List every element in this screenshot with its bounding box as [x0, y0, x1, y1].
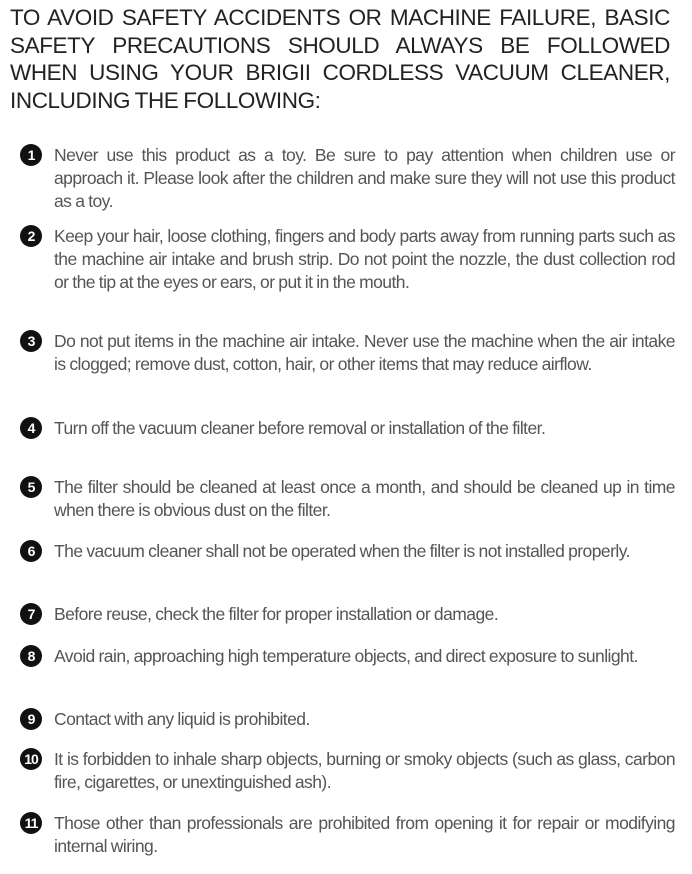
- item-text: Keep your hair, loose clothing, fingers and body parts away from running parts such as the machine air intake and brush strip. Do not point the nozzle, the dust collection rod or the tip at the eyes or ears, or put it in the mouth.: [54, 226, 675, 292]
- item-text: Never use this product as a toy. Be sure to pay attention when children use or approach it. Please look after the children and make sure they will not use this product as a toy.: [54, 145, 675, 211]
- item-text: It is forbidden to inhale sharp objects, burning or smoky objects (such as glass, carbon fire, cigarettes, or unextinguished ash).: [54, 749, 675, 792]
- list-item: [20, 708, 675, 731]
- item-text: Contact with any liquid is prohibited.: [54, 709, 310, 729]
- list-item: [20, 645, 675, 668]
- number-badge-icon: 7: [20, 603, 42, 625]
- number-badge-icon: 2: [20, 225, 42, 247]
- item-text: The filter should be cleaned at least once a month, and should be cleaned up in time when there is obvious dust on the filter.: [54, 477, 675, 520]
- number-badge-icon: 5: [20, 476, 42, 498]
- item-text: Avoid rain, approaching high temperature objects, and direct exposure to sunlight.: [54, 646, 638, 666]
- number-badge-icon: 8: [20, 645, 42, 667]
- list-item: [20, 417, 675, 440]
- number-badge-icon: 10: [20, 748, 42, 770]
- safety-heading: TO AVOID SAFETY ACCIDENTS OR MACHINE FAILURE, BASIC SAFETY PRECAUTIONS SHOULD ALWAYS BE FOLLOWED WHEN USING YOUR BRIGII CORDLESS VACUUM CLEANER, INCLUDING THE FOLLOWING:: [10, 5, 670, 113]
- number-badge-icon: 3: [20, 330, 42, 352]
- number-badge-icon: 4: [20, 417, 42, 439]
- list-item: [20, 540, 675, 563]
- list-item: [20, 144, 675, 213]
- list-item: [20, 748, 675, 794]
- number-badge-icon: 9: [20, 708, 42, 730]
- list-item: [20, 476, 675, 522]
- item-text: Turn off the vacuum cleaner before removal or installation of the filter.: [54, 418, 546, 438]
- number-badge-icon: 6: [20, 540, 42, 562]
- item-text: The vacuum cleaner shall not be operated when the filter is not installed properly.: [54, 541, 630, 561]
- number-badge-icon: 1: [20, 144, 42, 166]
- list-item: [20, 225, 675, 294]
- item-text: Those other than professionals are prohibited from opening it for repair or modifying internal wiring.: [54, 813, 675, 856]
- list-item: [20, 812, 675, 858]
- item-text: Do not put items in the machine air intake. Never use the machine when the air intake is clogged; remove dust, cotton, hair, or other items that may reduce airflow.: [54, 331, 675, 374]
- item-text: Before reuse, check the filter for proper installation or damage.: [54, 604, 499, 624]
- number-badge-icon: 11: [20, 812, 42, 834]
- list-item: [20, 330, 675, 376]
- list-item: [20, 603, 675, 626]
